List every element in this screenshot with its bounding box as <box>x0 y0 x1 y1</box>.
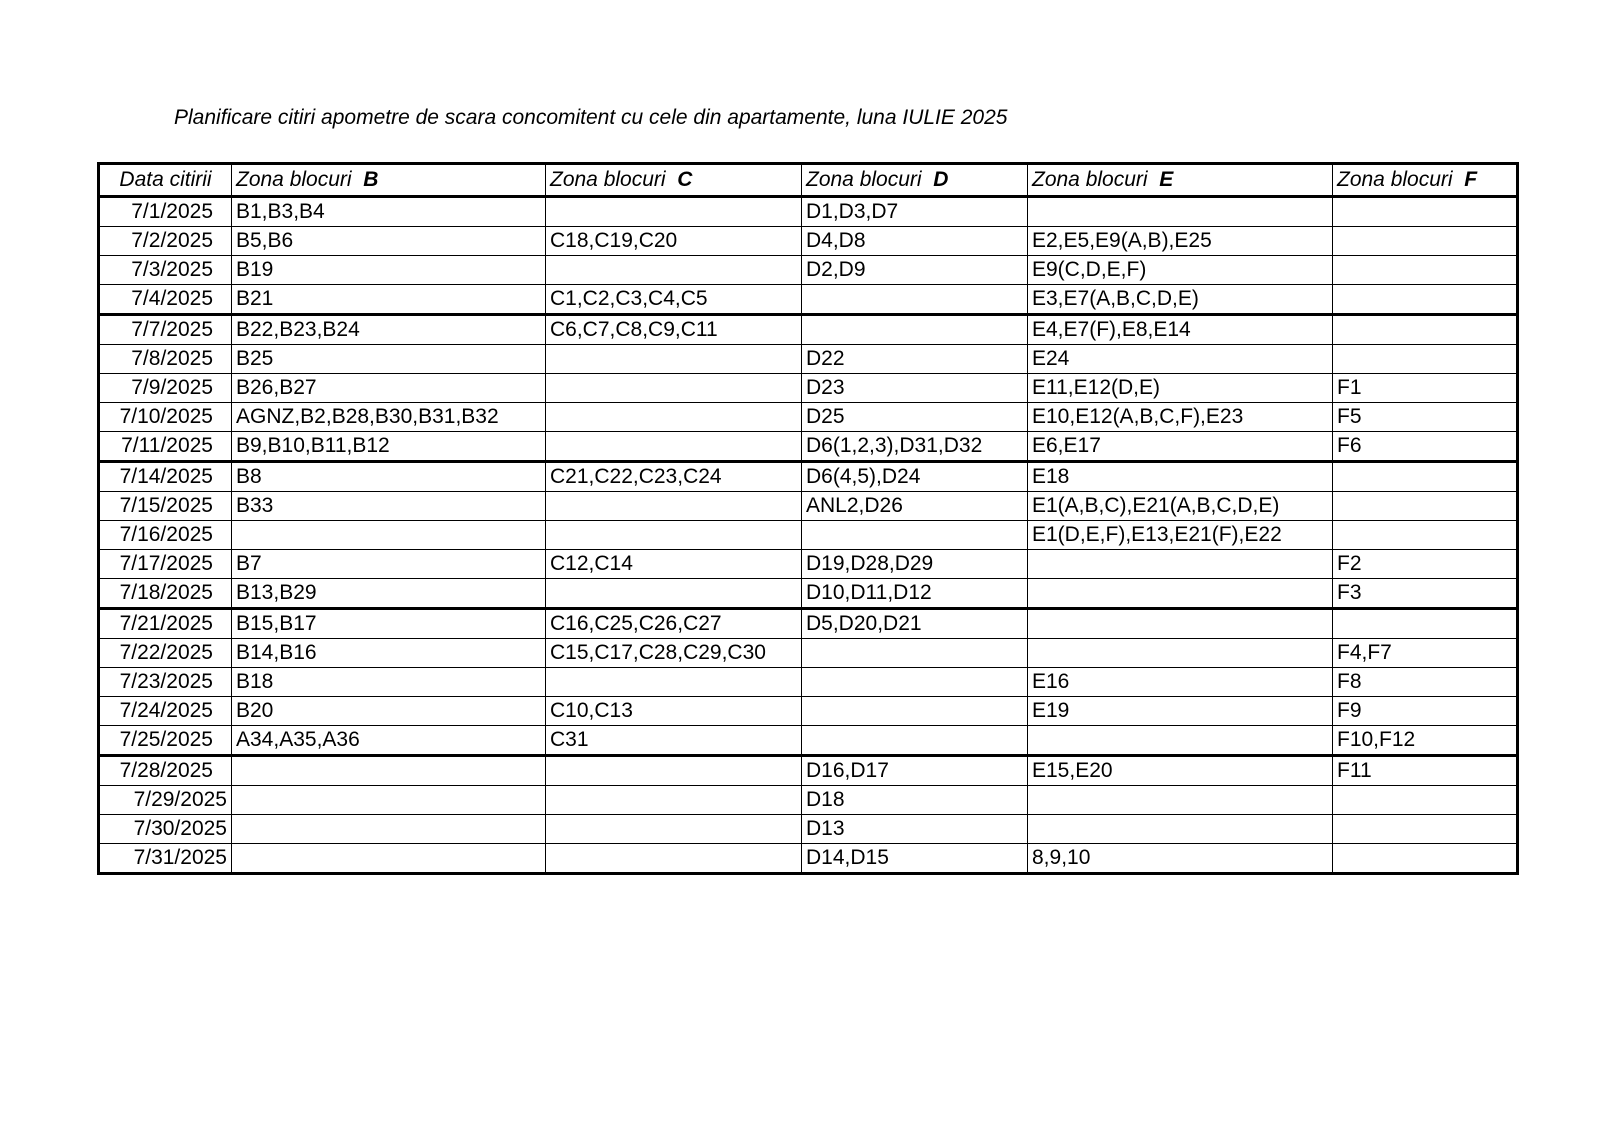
date-cell: 7/30/2025 <box>99 815 232 844</box>
date-cell: 7/11/2025 <box>99 432 232 462</box>
zone-e-cell <box>1028 726 1333 756</box>
zone-b-cell: B5,B6 <box>232 227 546 256</box>
zone-d-cell: D10,D11,D12 <box>802 579 1028 609</box>
zone-f-cell <box>1333 315 1518 345</box>
zone-e-cell: E11,E12(D,E) <box>1028 374 1333 403</box>
header-zone-prefix: Zona blocuri <box>1337 168 1453 191</box>
date-cell: 7/14/2025 <box>99 462 232 492</box>
table-row <box>99 256 1518 285</box>
header-zone-prefix: Zona blocuri <box>1032 168 1148 191</box>
zone-d-cell: D23 <box>802 374 1028 403</box>
page-title: Planificare citiri apometre de scara concomitent cu cele din apartamente, luna IULIE 2025 <box>174 106 1008 129</box>
zone-b-cell: B18 <box>232 668 546 697</box>
date-cell: 7/4/2025 <box>99 285 232 315</box>
zone-b-cell <box>232 844 546 874</box>
date-cell: 7/3/2025 <box>99 256 232 285</box>
zone-b-cell: B1,B3,B4 <box>232 197 546 227</box>
schedule-body <box>99 197 1518 874</box>
header-zone-letter: D <box>933 168 949 191</box>
zone-c-cell: C12,C14 <box>546 550 802 579</box>
date-cell: 7/1/2025 <box>99 197 232 227</box>
zone-d-cell <box>802 668 1028 697</box>
table-row <box>99 668 1518 697</box>
zone-b-cell: B33 <box>232 492 546 521</box>
date-cell: 7/21/2025 <box>99 609 232 639</box>
table-row <box>99 432 1518 462</box>
zone-b-cell <box>232 756 546 786</box>
zone-c-cell: C21,C22,C23,C24 <box>546 462 802 492</box>
zone-d-cell: D14,D15 <box>802 844 1028 874</box>
zone-c-cell: C18,C19,C20 <box>546 227 802 256</box>
zone-d-cell: D16,D17 <box>802 756 1028 786</box>
zone-f-cell <box>1333 256 1518 285</box>
date-cell: 7/16/2025 <box>99 521 232 550</box>
zone-b-cell: B19 <box>232 256 546 285</box>
zone-e-cell: E1(D,E,F),E13,E21(F),E22 <box>1028 521 1333 550</box>
table-row <box>99 462 1518 492</box>
table-row <box>99 403 1518 432</box>
zone-f-cell: F9 <box>1333 697 1518 726</box>
zone-e-cell: E24 <box>1028 345 1333 374</box>
table-row <box>99 726 1518 756</box>
zone-f-cell: F11 <box>1333 756 1518 786</box>
header-zone-prefix: Zona blocuri <box>550 168 666 191</box>
zone-d-cell: D25 <box>802 403 1028 432</box>
header-zone-letter: E <box>1159 168 1174 191</box>
table-row <box>99 756 1518 786</box>
date-cell: 7/24/2025 <box>99 697 232 726</box>
zone-b-cell: B8 <box>232 462 546 492</box>
header-zone-c <box>546 164 802 197</box>
zone-c-cell: C1,C2,C3,C4,C5 <box>546 285 802 315</box>
zone-d-cell <box>802 521 1028 550</box>
zone-c-cell <box>546 756 802 786</box>
date-cell: 7/23/2025 <box>99 668 232 697</box>
table-row <box>99 815 1518 844</box>
zone-f-cell: F2 <box>1333 550 1518 579</box>
zone-d-cell: D13 <box>802 815 1028 844</box>
zone-e-cell: E1(A,B,C),E21(A,B,C,D,E) <box>1028 492 1333 521</box>
zone-e-cell: E4,E7(F),E8,E14 <box>1028 315 1333 345</box>
table-row <box>99 197 1518 227</box>
date-cell: 7/29/2025 <box>99 786 232 815</box>
zone-e-cell: E15,E20 <box>1028 756 1333 786</box>
zone-d-cell <box>802 697 1028 726</box>
table-row <box>99 374 1518 403</box>
date-cell: 7/31/2025 <box>99 844 232 874</box>
zone-f-cell <box>1333 462 1518 492</box>
date-cell: 7/22/2025 <box>99 639 232 668</box>
table-row <box>99 285 1518 315</box>
zone-d-cell: D2,D9 <box>802 256 1028 285</box>
zone-c-cell <box>546 786 802 815</box>
zone-b-cell <box>232 815 546 844</box>
table-row <box>99 345 1518 374</box>
zone-b-cell: B25 <box>232 345 546 374</box>
zone-d-cell <box>802 285 1028 315</box>
zone-b-cell: AGNZ,B2,B28,B30,B31,B32 <box>232 403 546 432</box>
zone-c-cell <box>546 815 802 844</box>
date-cell: 7/9/2025 <box>99 374 232 403</box>
zone-e-cell <box>1028 579 1333 609</box>
zone-e-cell: 8,9,10 <box>1028 844 1333 874</box>
zone-b-cell: B7 <box>232 550 546 579</box>
zone-f-cell <box>1333 345 1518 374</box>
zone-b-cell: B22,B23,B24 <box>232 315 546 345</box>
zone-d-cell: D6(4,5),D24 <box>802 462 1028 492</box>
zone-c-cell <box>546 579 802 609</box>
zone-e-cell: E16 <box>1028 668 1333 697</box>
table-row <box>99 697 1518 726</box>
zone-b-cell: B13,B29 <box>232 579 546 609</box>
zone-b-cell: B14,B16 <box>232 639 546 668</box>
table-row <box>99 315 1518 345</box>
zone-c-cell <box>546 668 802 697</box>
header-zone-d <box>802 164 1028 197</box>
zone-e-cell <box>1028 550 1333 579</box>
table-row <box>99 786 1518 815</box>
table-row <box>99 521 1518 550</box>
table-row <box>99 639 1518 668</box>
zone-f-cell <box>1333 227 1518 256</box>
zone-f-cell <box>1333 609 1518 639</box>
zone-c-cell <box>546 374 802 403</box>
zone-f-cell <box>1333 844 1518 874</box>
zone-b-cell <box>232 521 546 550</box>
zone-e-cell <box>1028 609 1333 639</box>
zone-c-cell <box>546 256 802 285</box>
zone-e-cell <box>1028 815 1333 844</box>
zone-f-cell <box>1333 815 1518 844</box>
zone-d-cell <box>802 639 1028 668</box>
header-zone-letter: F <box>1464 168 1478 191</box>
zone-e-cell: E3,E7(A,B,C,D,E) <box>1028 285 1333 315</box>
zone-c-cell <box>546 521 802 550</box>
zone-d-cell: D6(1,2,3),D31,D32 <box>802 432 1028 462</box>
zone-f-cell <box>1333 492 1518 521</box>
zone-f-cell: F10,F12 <box>1333 726 1518 756</box>
zone-d-cell: D22 <box>802 345 1028 374</box>
zone-c-cell <box>546 197 802 227</box>
zone-d-cell: D1,D3,D7 <box>802 197 1028 227</box>
zone-b-cell <box>232 786 546 815</box>
header-zone-prefix: Zona blocuri <box>806 168 922 191</box>
zone-c-cell <box>546 403 802 432</box>
zone-e-cell <box>1028 197 1333 227</box>
date-cell: 7/10/2025 <box>99 403 232 432</box>
zone-f-cell <box>1333 197 1518 227</box>
zone-d-cell <box>802 315 1028 345</box>
schedule-table <box>97 162 1519 875</box>
table-row <box>99 844 1518 874</box>
zone-c-cell <box>546 345 802 374</box>
zone-b-cell: B9,B10,B11,B12 <box>232 432 546 462</box>
header-zone-f <box>1333 164 1518 197</box>
zone-b-cell: A34,A35,A36 <box>232 726 546 756</box>
zone-e-cell <box>1028 786 1333 815</box>
zone-b-cell: B20 <box>232 697 546 726</box>
header-date: Data citirii <box>99 164 232 197</box>
header-zone-prefix: Zona blocuri <box>236 168 352 191</box>
zone-e-cell: E2,E5,E9(A,B),E25 <box>1028 227 1333 256</box>
zone-c-cell <box>546 432 802 462</box>
date-cell: 7/7/2025 <box>99 315 232 345</box>
zone-f-cell: F8 <box>1333 668 1518 697</box>
zone-e-cell: E10,E12(A,B,C,F),E23 <box>1028 403 1333 432</box>
zone-d-cell: D5,D20,D21 <box>802 609 1028 639</box>
zone-c-cell: C31 <box>546 726 802 756</box>
header-row <box>99 164 1518 197</box>
zone-e-cell: E18 <box>1028 462 1333 492</box>
zone-e-cell: E9(C,D,E,F) <box>1028 256 1333 285</box>
table-row <box>99 492 1518 521</box>
zone-f-cell: F3 <box>1333 579 1518 609</box>
zone-f-cell: F1 <box>1333 374 1518 403</box>
date-cell: 7/18/2025 <box>99 579 232 609</box>
zone-d-cell: D18 <box>802 786 1028 815</box>
zone-c-cell: C10,C13 <box>546 697 802 726</box>
table-row <box>99 550 1518 579</box>
date-cell: 7/28/2025 <box>99 756 232 786</box>
zone-c-cell <box>546 492 802 521</box>
header-zone-letter: B <box>363 168 379 191</box>
header-zone-e <box>1028 164 1333 197</box>
zone-c-cell: C15,C17,C28,C29,C30 <box>546 639 802 668</box>
zone-b-cell: B26,B27 <box>232 374 546 403</box>
zone-b-cell: B15,B17 <box>232 609 546 639</box>
zone-c-cell <box>546 844 802 874</box>
zone-e-cell: E19 <box>1028 697 1333 726</box>
zone-f-cell: F6 <box>1333 432 1518 462</box>
header-zone-b <box>232 164 546 197</box>
zone-f-cell: F4,F7 <box>1333 639 1518 668</box>
zone-e-cell: E6,E17 <box>1028 432 1333 462</box>
date-cell: 7/8/2025 <box>99 345 232 374</box>
header-zone-letter: C <box>677 168 693 191</box>
date-cell: 7/2/2025 <box>99 227 232 256</box>
table-row <box>99 579 1518 609</box>
zone-f-cell <box>1333 285 1518 315</box>
zone-d-cell: ANL2,D26 <box>802 492 1028 521</box>
zone-c-cell: C6,C7,C8,C9,C11 <box>546 315 802 345</box>
zone-d-cell: D19,D28,D29 <box>802 550 1028 579</box>
date-cell: 7/17/2025 <box>99 550 232 579</box>
zone-c-cell: C16,C25,C26,C27 <box>546 609 802 639</box>
zone-b-cell: B21 <box>232 285 546 315</box>
zone-f-cell: F5 <box>1333 403 1518 432</box>
zone-d-cell <box>802 726 1028 756</box>
zone-d-cell: D4,D8 <box>802 227 1028 256</box>
date-cell: 7/15/2025 <box>99 492 232 521</box>
zone-f-cell <box>1333 786 1518 815</box>
date-cell: 7/25/2025 <box>99 726 232 756</box>
zone-e-cell <box>1028 639 1333 668</box>
zone-f-cell <box>1333 521 1518 550</box>
table-row <box>99 227 1518 256</box>
table-row <box>99 609 1518 639</box>
